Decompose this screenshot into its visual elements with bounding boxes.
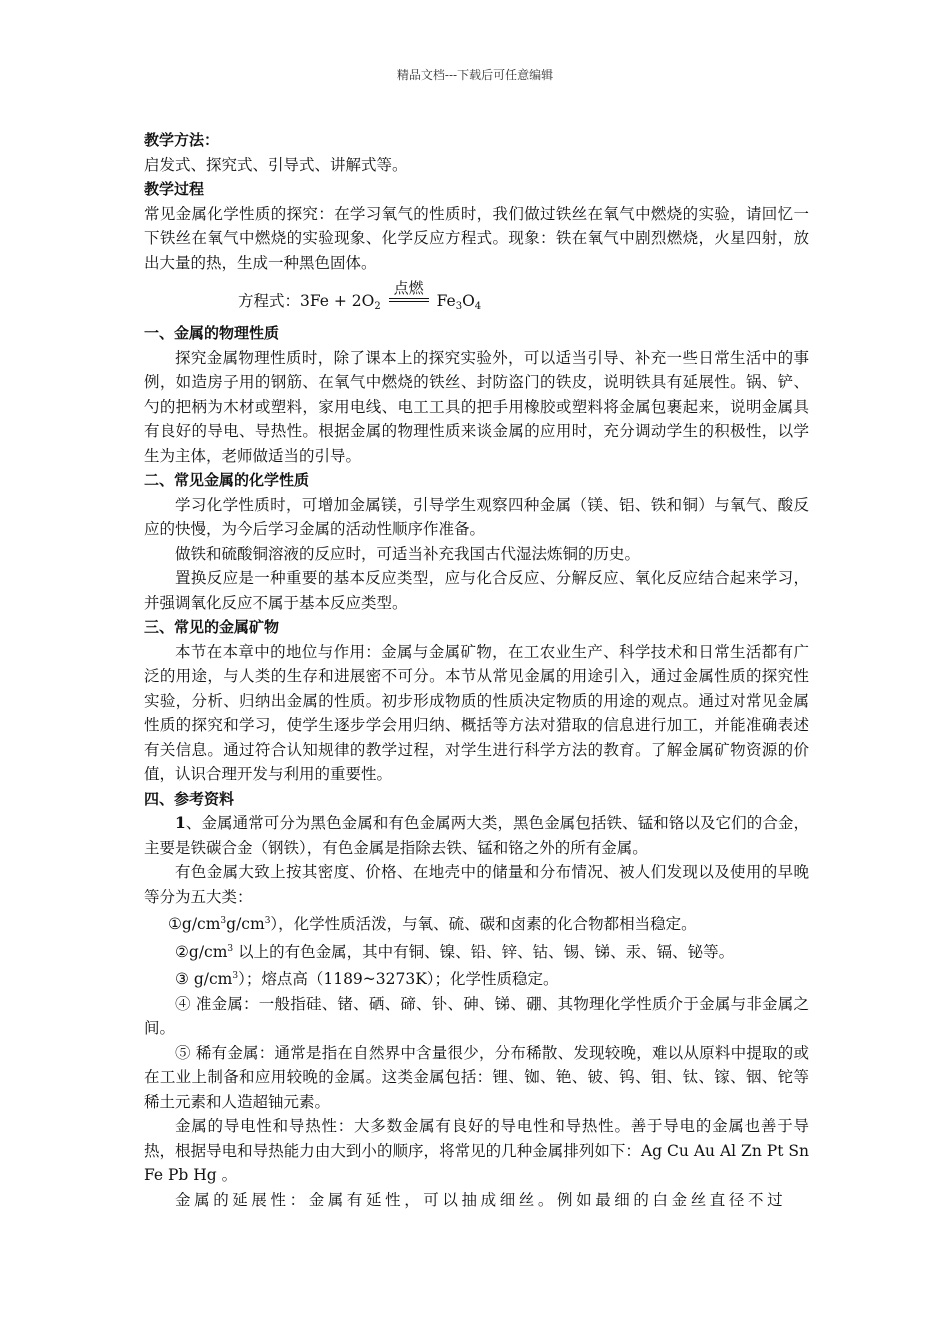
section-1-heading: 一、金属的物理性质 (144, 324, 280, 342)
conductivity-paragraph: 金属的导电性和导热性：大多数金属有良好的导电性和导热性。善于导电的金属也善于导热，根据导电和导热能力由大到小的顺序，将常见的几种金属排列如下：Ag Cu Au Al Zn Pt Sn Fe Pb Hg 。 (144, 1117, 809, 1184)
section-3-heading: 三、常见的金属矿物 (144, 618, 280, 636)
item-2-part-b: 以上的有色金属，其中有铜、镍、铅、锌、钴、锡、锑、汞、镉、铋等。 (233, 942, 735, 961)
equation-product-fe: Fe (436, 292, 456, 310)
o2-subscript: 2 (374, 301, 381, 312)
fe-subscript: 3 (455, 301, 463, 312)
item-2-part-a: ②g/cm (175, 942, 228, 961)
category-item-2 (144, 937, 809, 965)
method-heading: 教学方法： (144, 131, 220, 149)
item-1-sup-a: 3 (220, 916, 227, 926)
ductility-paragraph: 金属的延展性：金属有延性，可以抽成细丝。例如最细的白金丝直径不过 (175, 1190, 787, 1209)
section-2-paragraph-1: 学习化学性质时，可增加金属镁，引导学生观察四种金属（镁、铝、铁和铜）与氧气、酸反应的快慢，为今后学习金属的活动性顺序作准备。 (144, 495, 809, 538)
item-1-part-b: g/cm (226, 915, 265, 933)
document-body (144, 128, 809, 1212)
section-4-paragraph-1 (144, 811, 809, 860)
section-4-paragraph-1-text: 、金属通常可分为黑色金属和有色金属两大类，黑色金属包括铁、锰和铬以及它们的合金，主要是铁碳合金（钢铁），有色金属是指除去铁、锰和铬之外的所有金属。 (144, 814, 809, 857)
o4-subscript: 4 (474, 301, 482, 312)
equation-reactants: 方程式：3Fe + 2O (238, 292, 375, 310)
category-item-5: ⑤ 稀有金属：通常是指在自然界中含量很少，分布稀散、发现较晚，难以从原料中提取的或在工业上制备和应用较晚的金属。这类金属包括：锂、铷、铯、铍、钨、钼、钛、镓、铟、铊等稀土元素和人造超铀元素。 (144, 1043, 809, 1111)
section-2-heading: 二、常见金属的化学性质 (144, 471, 310, 489)
section-3-paragraph: 本节在本章中的地位与作用：金属与金属矿物，在工农业生产、科学技术和日常生活都有广泛的用途，与人类的生存和进展密不可分。本节从常见金属的用途引入，通过金属性质的探究性实验，分析、归纳出金属的性质。初步形成物质的性质决定物质的用途的观点。通过对常见金属性质的探究和学习，使学生逐步学会用归纳、概括等方法对猎取的信息进行加工，并能准确表述有关信息。通过符合认知规律的教学过程，对学生进行科学方法的教育。了解金属矿物资源的价值，认识合理开发与利用的重要性。 (144, 642, 809, 783)
section-2-paragraph-3: 置换反应是一种重要的基本反应类型，应与化合反应、分解反应、氧化反应结合起来学习，并强调氧化反应不属于基本反应类型。 (144, 569, 809, 612)
category-item-4: ④ 准金属：一般指硅、锗、硒、碲、钋、砷、锑、硼、其物理化学性质介于金属与非金属之间。 (144, 994, 809, 1037)
item-3-sup: 3 (232, 971, 239, 981)
section-4-heading: 四、参考资料 (144, 789, 235, 808)
method-text: 启发式、探究式、引导式、讲解式等。 (144, 155, 408, 174)
item-2-sup: 3 (227, 943, 234, 954)
section-1-paragraph: 探究金属物理性质时，除了课本上的探究实验外，可以适当引导、补充一些日常生活中的事例，如造房子用的钢筋、在氧气中燃烧的铁丝、封防盗门的铁皮，说明铁具有延展性。锅、铲、勺的把柄为木材或塑料，家用电线、电工工具的把手用橡胶或塑料将金属包裹起来，说明金属具有良好的导电、导热性。根据金属的物理性质来谈金属的应用时，充分调动学生的积极性，以学生为主体，老师做适当的引导。 (144, 348, 809, 465)
process-heading: 教学过程 (144, 180, 205, 198)
category-item-1 (144, 909, 809, 937)
reaction-condition: 点燃 (393, 279, 424, 297)
item-1-part-a: ①g/cm (168, 915, 221, 933)
item-3-part-a: ③ g/cm (175, 970, 233, 988)
chemical-equation (144, 275, 809, 321)
section-4-paragraph-2: 有色金属大致上按其密度、价格、在地壳中的储量和分布情况、被人们发现以及使用的早晚等分为五大类： (144, 863, 809, 906)
reaction-arrow (389, 279, 429, 306)
category-item-3 (144, 964, 809, 992)
item-number: 1 (175, 813, 186, 832)
page-header: 精品文档---下载后可任意编辑 (396, 68, 554, 82)
item-1-part-c: ），化学性质活泼，与氧、硫、碳和卤素的化合物都相当稳定。 (270, 915, 697, 933)
section-2-paragraph-2: 做铁和硫酸铜溶液的反应时，可适当补充我国古代湿法炼铜的历史。 (175, 544, 641, 563)
process-intro: 常见金属化学性质的探究：在学习氧气的性质时，我们做过铁丝在氧气中燃烧的实验，请回忆一下铁丝在氧气中燃烧的实验现象、化学反应方程式。现象：铁在氧气中剧烈燃烧，火星四射，放出大量的热，生成一种黑色固体。 (144, 204, 809, 272)
equation-product-o: O (462, 292, 475, 310)
item-3-part-b: ）；熔点高（1189~3273K）；化学性质稳定。 (238, 970, 559, 988)
item-1-sup-b: 3 (264, 916, 271, 926)
